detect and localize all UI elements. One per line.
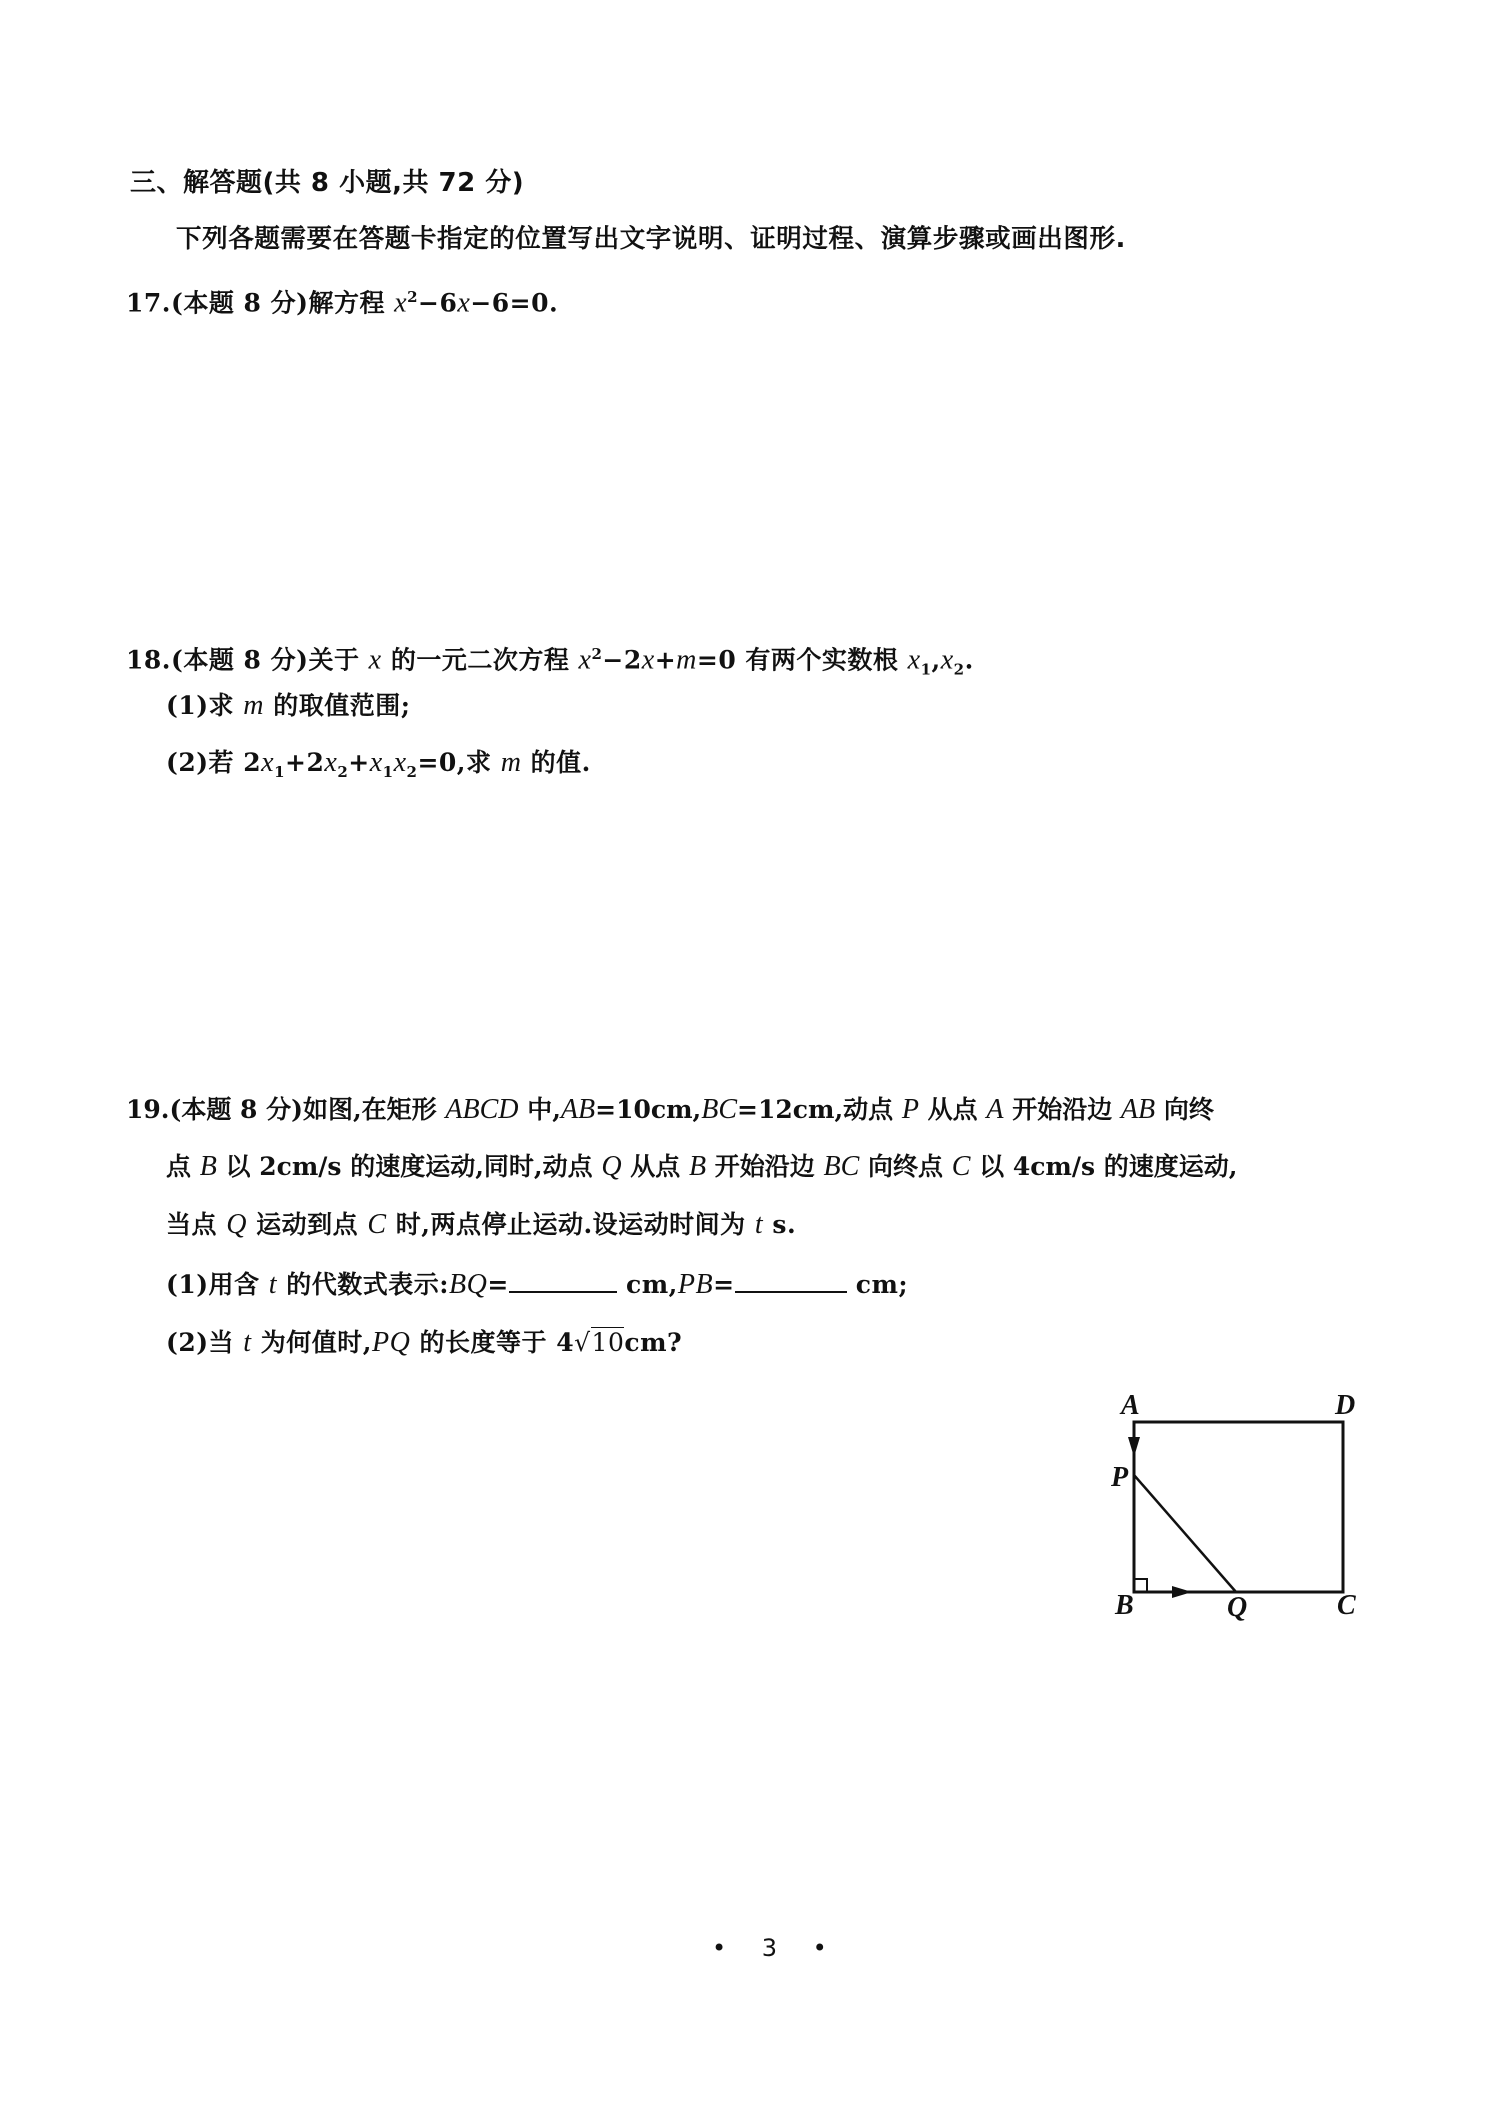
q18-p2-s1: 1 — [274, 763, 286, 781]
q19-p1-c: = — [487, 1270, 509, 1299]
q18-eq-b: + — [654, 645, 677, 675]
q19-l2-b2: B — [688, 1151, 707, 1182]
q18-p2-b: +2 — [285, 748, 325, 777]
q19-p2-b: 为何值时, — [251, 1328, 372, 1357]
q18-p2-s4: 2 — [406, 763, 418, 781]
q19-l1-g: 向终 — [1155, 1095, 1214, 1124]
q19-l1-e: 从点 — [918, 1095, 987, 1124]
q17-end: −6=0. — [470, 288, 559, 318]
sqrt-radicand: 10 — [591, 1328, 625, 1357]
q18-eq-a: −2 — [602, 645, 642, 675]
q18-root1: x — [907, 644, 921, 676]
q18-eq-x: x — [578, 644, 592, 676]
q19-l1-ab2: AB — [1120, 1094, 1156, 1125]
q18-p2-x4: x — [393, 747, 407, 778]
q18-mid: 的一元二次方程 — [381, 645, 579, 675]
q18-eq-c: =0 有两个实数根 — [696, 645, 908, 675]
q17-exp: 2 — [407, 288, 419, 306]
q19-l1-pa: A — [986, 1094, 1004, 1125]
q18-exp: 2 — [591, 645, 603, 663]
q19-l1-bc: BC — [701, 1094, 738, 1125]
q19-p1-b: 的代数式表示: — [277, 1270, 449, 1299]
q18-root1-sub: 1 — [920, 660, 932, 679]
label-c: C — [1337, 1590, 1356, 1621]
q18-p2-d: =0,求 — [417, 748, 501, 777]
answer-blank-pb[interactable] — [735, 1269, 847, 1293]
q19-p1-a: (1)用含 — [166, 1270, 269, 1299]
q18-p2-a: (2)若 2 — [166, 748, 262, 777]
q19-l1-abcd: ABCD — [445, 1094, 519, 1125]
q19-l2-c: 从点 — [621, 1152, 689, 1181]
q19-p1-t: t — [268, 1269, 278, 1300]
q19-l2-a: 点 — [166, 1152, 200, 1181]
q18-eq-x2: x — [641, 644, 655, 676]
q19-l1-a: 19.(本题 8 分)如图,在矩形 — [126, 1095, 446, 1124]
q19-l1-ab: AB — [560, 1094, 596, 1125]
q19-l2-d: 开始沿边 — [706, 1152, 824, 1181]
q18-end: . — [964, 645, 974, 675]
q18-prefix: 18.(本题 8 分)关于 — [126, 645, 369, 675]
q19-l1-c: =10cm, — [595, 1095, 702, 1124]
section-heading: 三、解答题(共 8 小题,共 72 分) — [130, 168, 525, 198]
question-18-part-2 — [166, 746, 591, 789]
q19-p1-bq: BQ — [448, 1269, 488, 1300]
q19-p2-pq: PQ — [371, 1327, 411, 1358]
q19-l3-d: s. — [763, 1210, 797, 1239]
q17-var: x — [394, 287, 408, 319]
q19-l2-f: 以 4cm/s 的速度运动, — [970, 1152, 1238, 1181]
q18-eq-m: m — [676, 644, 697, 676]
q17-prefix: 17.(本题 8 分)解方程 — [126, 288, 395, 318]
sqrt-sign: √ — [574, 1328, 591, 1357]
q19-l1-p: P — [901, 1094, 919, 1125]
q17-var2: x — [457, 287, 471, 319]
q17-term: −6 — [418, 288, 458, 318]
answer-blank-bq[interactable] — [509, 1269, 617, 1293]
q19-p2-c: 的长度等于 4 — [410, 1328, 575, 1357]
q19-l2-bc: BC — [823, 1151, 860, 1182]
q18-p2-e: 的值. — [521, 748, 591, 777]
q19-p1-f: cm; — [846, 1270, 909, 1299]
q19-l3-q: Q — [226, 1209, 247, 1240]
q19-l3-b: 运动到点 — [246, 1210, 368, 1239]
section-instruction: 下列各题需要在答题卡指定的位置写出文字说明、证明过程、演算步骤或画出图形. — [176, 224, 1126, 254]
q19-p2-a: (2)当 — [166, 1328, 244, 1357]
page-number: • 3 • — [712, 1934, 841, 1962]
rectangle-abcd — [1134, 1422, 1343, 1592]
q18-p1-b: 的取值范围; — [264, 691, 411, 720]
q18-comma: , — [931, 645, 941, 675]
q18-p2-x3: x — [369, 747, 383, 778]
q18-var-x: x — [368, 644, 382, 676]
q19-l2-e: 向终点 — [859, 1152, 952, 1181]
segment-pq — [1134, 1475, 1236, 1592]
q19-l2-b-pt: B — [199, 1151, 217, 1182]
q19-l1-d: =12cm,动点 — [737, 1095, 902, 1124]
q19-p2-t: t — [243, 1327, 252, 1358]
question-19-line-3 — [166, 1208, 796, 1242]
q18-p2-x2: x — [324, 747, 338, 778]
q18-p2-c: + — [348, 748, 370, 777]
q18-p2-x1: x — [261, 747, 275, 778]
right-angle-mark — [1134, 1579, 1147, 1592]
q19-l3-t: t — [754, 1209, 764, 1240]
q19-l2-b: 以 2cm/s 的速度运动,同时,动点 — [216, 1152, 602, 1181]
question-19-part-2 — [166, 1326, 682, 1360]
q19-l2-q: Q — [601, 1151, 622, 1182]
label-q: Q — [1227, 1592, 1248, 1623]
arrow-right-on-bc — [1172, 1586, 1192, 1598]
q19-l1-b: 中, — [518, 1095, 561, 1124]
arrow-down-on-ab — [1128, 1437, 1140, 1457]
question-19-line-1 — [126, 1093, 1214, 1127]
q19-p2-d: cm? — [624, 1328, 683, 1357]
q19-l3-c-pt: C — [367, 1209, 387, 1240]
question-18-part-1 — [166, 689, 410, 723]
label-a: A — [1121, 1390, 1140, 1421]
q18-p1-m: m — [243, 690, 264, 721]
q18-p2-s2: 2 — [337, 763, 349, 781]
q18-p2-s3: 1 — [382, 763, 394, 781]
q19-l2-c-pt: C — [951, 1151, 971, 1182]
q18-root2: x — [940, 644, 954, 676]
label-b: B — [1115, 1590, 1134, 1621]
question-19-line-2 — [166, 1150, 1238, 1184]
q19-l3-c: 时,两点停止运动.设运动时间为 — [386, 1210, 755, 1239]
q18-root2-sub: 2 — [953, 660, 965, 679]
question-19-part-1 — [166, 1268, 908, 1302]
label-p: P — [1111, 1462, 1129, 1493]
q18-p2-m: m — [500, 747, 522, 778]
q19-p1-e: = — [713, 1270, 735, 1299]
q19-p1-pb: PB — [677, 1269, 714, 1300]
label-d: D — [1335, 1390, 1356, 1421]
q19-l3-a: 当点 — [166, 1210, 227, 1239]
question-18 — [126, 637, 974, 686]
q18-p1-a: (1)求 — [166, 691, 244, 720]
question-17 — [126, 280, 558, 320]
q19-p1-d: cm, — [616, 1270, 678, 1299]
q19-l1-f: 开始沿边 — [1003, 1095, 1121, 1124]
